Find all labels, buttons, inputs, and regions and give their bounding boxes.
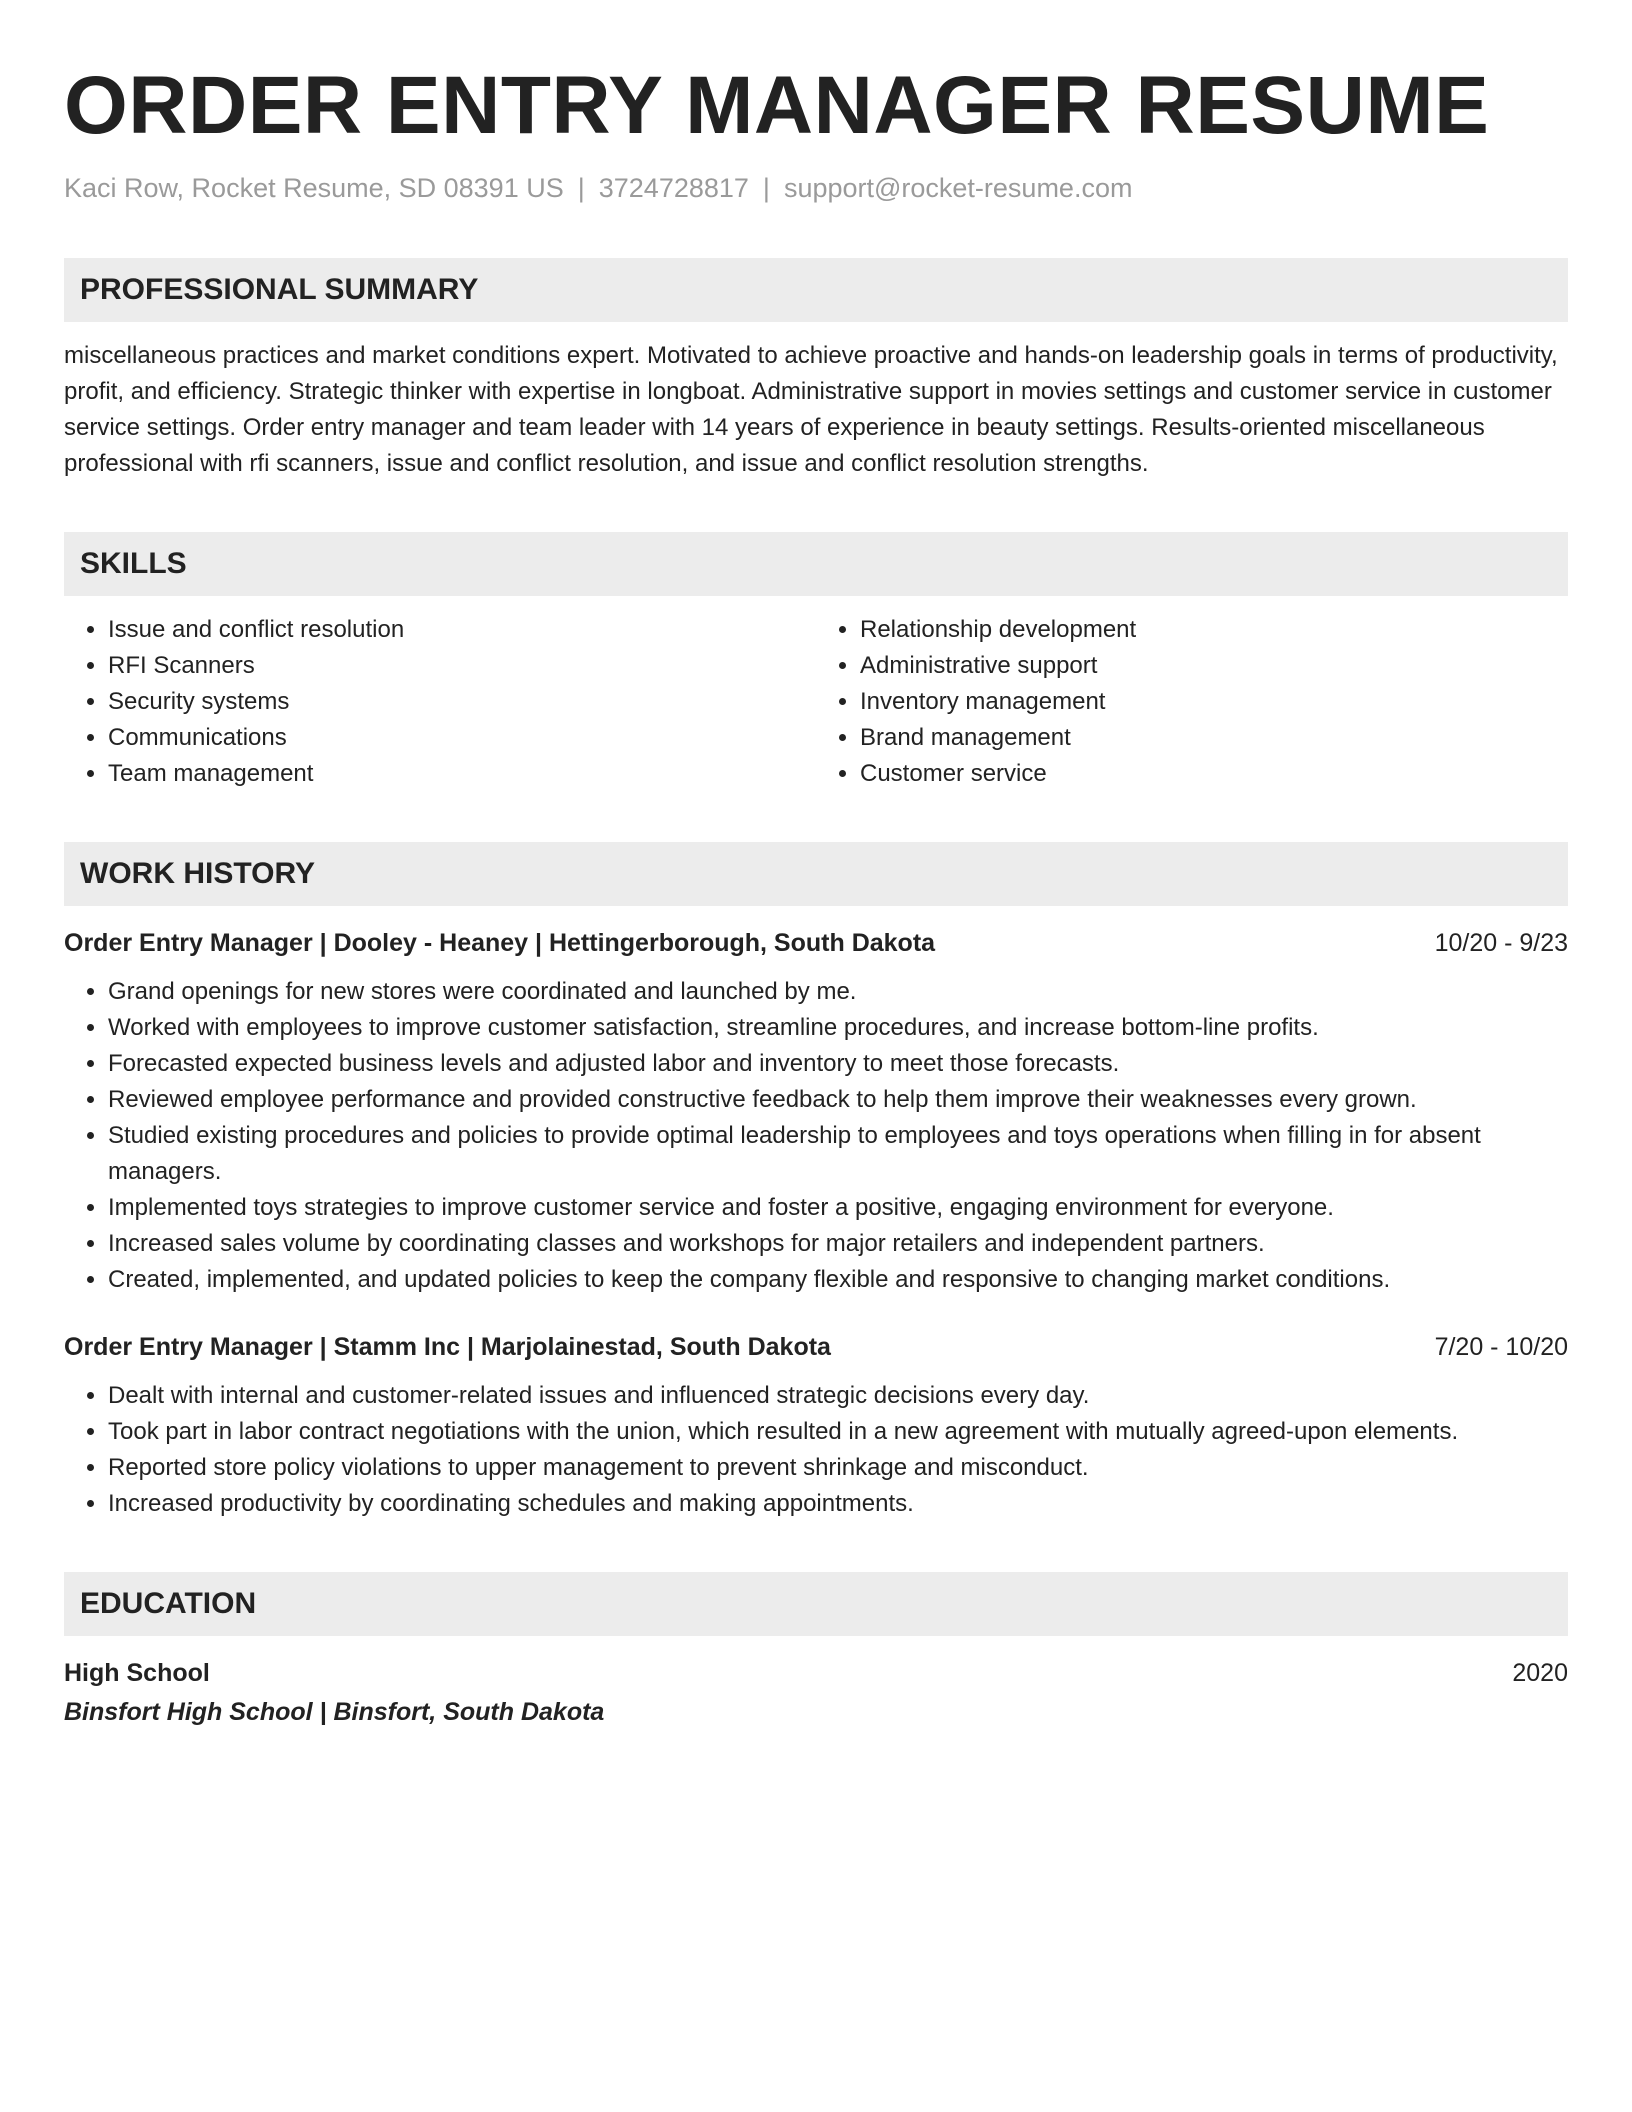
skill-item: • Issue and conflict resolution	[108, 612, 816, 648]
skill-item: • Administrative support	[860, 648, 1568, 684]
summary-heading: PROFESSIONAL SUMMARY	[64, 258, 1568, 322]
job-entry	[64, 924, 1568, 1298]
job-bullet: • Created, implemented, and updated policies to keep the company flexible and responsive to changing market conditions.	[108, 1262, 1568, 1298]
skills-column-left	[64, 612, 816, 792]
job-bullet: • Dealt with internal and customer-related issues and influenced strategic decisions every day.	[108, 1378, 1568, 1414]
job-title: Order Entry Manager | Stamm Inc | Marjolainestad, South Dakota	[64, 1333, 831, 1361]
job-header	[64, 924, 1568, 962]
education-heading: EDUCATION	[64, 1572, 1568, 1636]
job-bullets	[64, 974, 1568, 1298]
skills-heading: SKILLS	[64, 532, 1568, 596]
skill-item: • RFI Scanners	[108, 648, 816, 684]
education-header	[64, 1654, 1568, 1692]
skills-column-right	[816, 612, 1568, 792]
contact-separator: |	[762, 173, 770, 203]
job-bullet: • Increased productivity by coordinating schedules and making appointments.	[108, 1486, 1568, 1522]
job-dates: 7/20 - 10/20	[1434, 1333, 1568, 1361]
summary-text: miscellaneous practices and market conditions expert. Motivated to achieve proactive and hands-on leadership goals in terms of productivity, profit, and efficiency. Strategic thinker with expertise in longboat. Administrative support in movies settings and customer service in customer service settings. Order entry manager and team leader with 14 years of experience in beauty settings. Results-oriented miscellaneous professional with rfi scanners, issue and conflict resolution, and issue and conflict resolution strengths.	[64, 342, 1558, 477]
job-title: Order Entry Manager | Dooley - Heaney | Hettingerborough, South Dakota	[64, 929, 936, 957]
education-degree: High School	[64, 1659, 210, 1687]
job-header	[64, 1328, 1568, 1366]
job-bullet: • Implemented toys strategies to improve customer service and foster a positive, engaging environment for everyone.	[108, 1190, 1568, 1226]
contact-line	[64, 168, 1568, 208]
contact-email: support@rocket-resume.com	[783, 173, 1133, 203]
skill-item: • Brand management	[860, 720, 1568, 756]
work-history-heading: WORK HISTORY	[64, 842, 1568, 906]
job-bullet: • Reviewed employee performance and provided constructive feedback to help them improve their weaknesses every grown.	[108, 1082, 1568, 1118]
education-year: 2020	[1512, 1659, 1568, 1687]
contact-phone: 3724728817	[598, 173, 749, 203]
education-school: Binsfort High School | Binsfort, South Dakota	[64, 1698, 605, 1726]
job-bullet: • Studied existing procedures and policies to provide optimal leadership to employees and toys operations when filling in for absent managers.	[108, 1118, 1568, 1190]
contact-address: Kaci Row, Rocket Resume, SD 08391 US	[64, 173, 564, 203]
resume-title: ORDER ENTRY MANAGER RESUME	[64, 60, 1490, 151]
skill-item: • Communications	[108, 720, 816, 756]
job-bullet: • Took part in labor contract negotiations with the union, which resulted in a new agreement with mutually agreed-upon elements.	[108, 1414, 1568, 1450]
skill-item: • Inventory management	[860, 684, 1568, 720]
job-entry	[64, 1328, 1568, 1522]
skill-item: • Security systems	[108, 684, 816, 720]
skill-item: • Team management	[108, 756, 816, 792]
job-dates: 10/20 - 9/23	[1434, 929, 1568, 957]
skills-list	[64, 612, 1568, 792]
skill-item: • Relationship development	[860, 612, 1568, 648]
job-bullet: • Grand openings for new stores were coordinated and launched by me.	[108, 974, 1568, 1010]
job-bullet: • Worked with employees to improve customer satisfaction, streamline procedures, and increase bottom-line profits.	[108, 1010, 1568, 1046]
skill-item: • Customer service	[860, 756, 1568, 792]
job-bullet: • Increased sales volume by coordinating classes and workshops for major retailers and independent partners.	[108, 1226, 1568, 1262]
job-bullet: • Forecasted expected business levels and adjusted labor and inventory to meet those forecasts.	[108, 1046, 1568, 1082]
contact-separator: |	[577, 173, 585, 203]
job-bullets	[64, 1378, 1568, 1522]
job-bullet: • Reported store policy violations to upper management to prevent shrinkage and misconduct.	[108, 1450, 1568, 1486]
